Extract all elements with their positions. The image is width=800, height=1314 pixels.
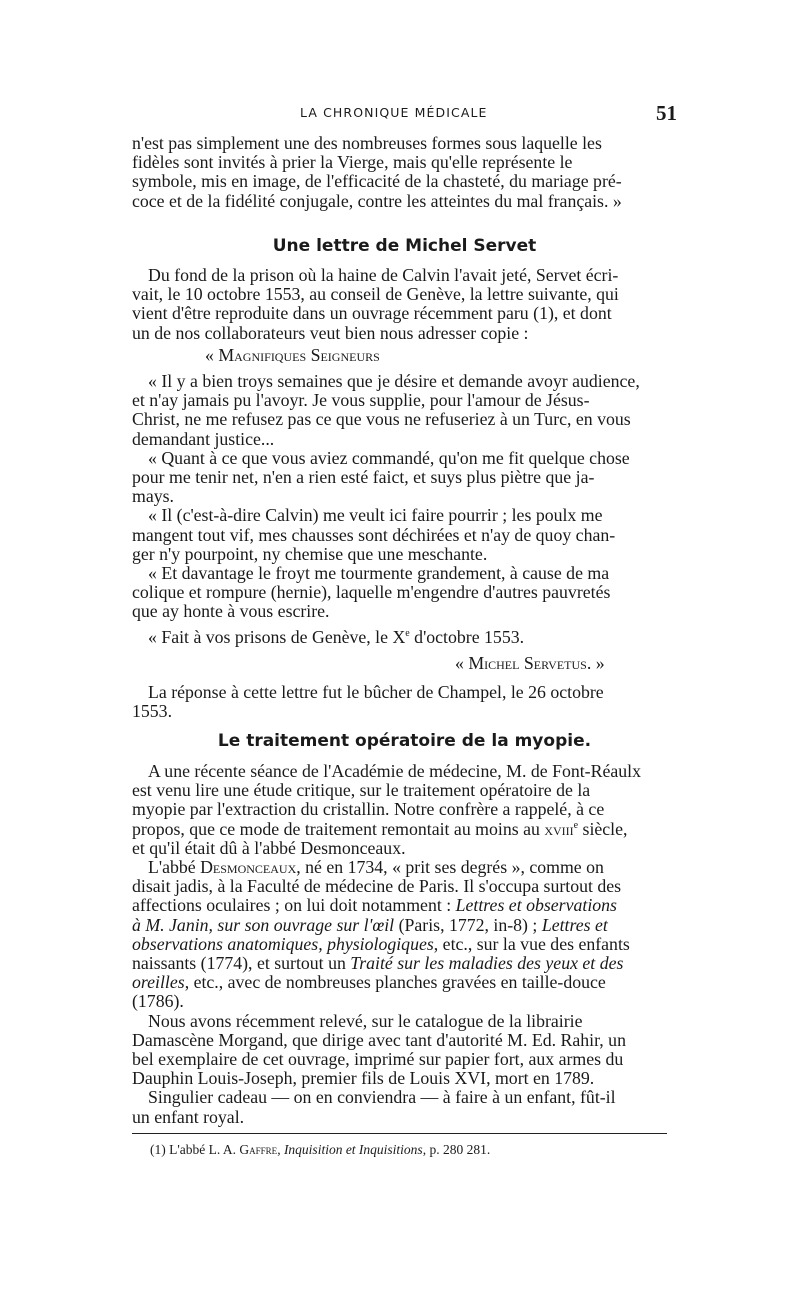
section-heading-servet: Une lettre de Michel Servet [272,236,537,256]
text-line: et qu'il était dû à l'abbé Desmonceaux. [132,837,406,858]
text-line: vait, le 10 octobre 1553, au conseil de Genève, la lettre suivante, qui [132,284,619,305]
text-line: ger n'y pourpoint, ny chemise que une meschante. [132,543,488,564]
text-line: vient d'être reproduite dans un ouvrage récemment paru (1), et dont [132,303,612,324]
text-line: que ay honte à vous escrire. [132,601,330,622]
salutation-wrap [205,346,675,365]
text-line: demandant justice... [132,428,275,449]
letter-signature: « Michel Servetus. » [455,653,605,673]
myopie-body [132,762,677,1127]
letter-date: « Fait à vos prisons de Genève, le Xe d'octobre 1553. [148,627,525,647]
text-line: bel exemplaire de cet ouvrage, imprimé sur papier fort, aux armes du [132,1049,624,1070]
text-line: Damascène Morgand, que dirige avec tant d'autorité M. Ed. Rahir, un [132,1029,626,1050]
text-line: n'est pas simplement une des nombreuses formes sous laquelle les [132,133,602,153]
text-line: Singulier cadeau — on en conviendra — à faire à un enfant, fût-il [148,1087,616,1108]
text-line: Christ, ne me refusez pas ce que vous ne refuseriez à un Turc, en vous [132,409,631,430]
text-line: mangent tout vif, mes chausses sont déchirées et n'ay de quoy chan- [132,524,616,545]
servet-letter [132,372,677,622]
text-line: naissants (1774), et surtout un Traité sur les maladies des yeux et des [132,953,624,974]
text-line: (1786). [132,991,184,1012]
text-line: « Il (c'est-à-dire Calvin) me veult ici faire pourrir ; les poulx me [148,505,603,526]
text-line: La réponse à cette lettre fut le bûcher de Champel, le 26 octobre [148,682,604,702]
text-line: affections oculaires ; on lui doit notamment : Lettres et observations [132,895,617,916]
text-line: « Et davantage le froyt me tourmente grandement, à cause de ma [148,563,610,584]
signature-wrap [455,654,675,673]
journal-title: LA CHRONIQUE MÉDICALE [300,105,488,120]
text-line: mays. [132,486,174,507]
text-line: coce et de la fidélité conjugale, contre les atteintes du mal français. » [132,190,622,211]
text-line: est venu lire une étude critique, sur le traitement opératoire de la [132,780,591,801]
text-line: fidèles sont invités à prier la Vierge, mais qu'elle représente le [132,152,573,173]
section-heading-myopie: Le traitement opératoire de la myopie. [217,731,592,751]
salutation: « Magnifiques Seigneurs [205,345,380,365]
text-line: L'abbé Desmonceaux, né en 1734, « prit ses degrés », comme on [148,857,604,878]
text-line: myopie par l'extraction du cristallin. Notre confrère a rappelé, à ce [132,799,605,820]
text-line: A une récente séance de l'Académie de médecine, M. de Font-Réaulx [148,761,641,781]
footnote-marker: (1) [150,1142,166,1157]
footnote-rule [132,1133,667,1134]
section-heading-myopie-wrap [132,731,677,751]
text-line: symbole, mis en image, de l'efficacité de la chasteté, du mariage pré- [132,171,622,192]
section-heading-servet-wrap [132,236,677,256]
page-number: 51 [656,101,677,125]
text-line: oreilles, etc., avec de nombreuses planches gravées en taille-douce [132,972,606,993]
text-line: un de nos collaborateurs veut bien nous adresser copie : [132,322,529,343]
text-line: « Il y a bien troys semaines que je désire et demande avoyr audience, [148,371,640,391]
running-head [132,101,677,127]
text-line: colique et rompure (hernie), laquelle m'engendre d'autres pauvretés [132,582,611,603]
reply-paragraph [132,683,677,721]
text-line: propos, que ce mode de traitement remontait au moins au xviii$^e$ siècle, [132,818,628,839]
servet-intro-paragraph [132,266,677,343]
text-line: Dauphin Louis-Joseph, premier fils de Louis XVI, mort en 1789. [132,1068,595,1089]
text-line: 1553. [132,701,173,722]
text-line: pour me tenir net, n'en a rien esté faict, et suys plus piètre que ja- [132,467,595,488]
text-line: Du fond de la prison où la haine de Calvin l'avait jeté, Servet écri- [148,265,619,285]
letter-date-wrap [132,628,677,647]
text-line: « Quant à ce que vous aviez commandé, qu'on me fit quelque chose [148,447,630,468]
text-line: à M. Janin, sur son ouvrage sur l'œil (Paris, 1772, in-8) ; Lettres et [132,914,608,935]
text-line: et n'ay jamais pu l'avoyr. Je vous supplie, pour l'amour de Jésus- [132,390,590,411]
text-line: un enfant royal. [132,1106,245,1127]
text-line: Nous avons récemment relevé, sur le catalogue de la librairie [148,1010,583,1031]
intro-paragraph [132,134,677,211]
text-line: observations anatomiques, physiologiques, etc., sur la vue des enfants [132,933,630,954]
text-line: disait jadis, à la Faculté de médecine de Paris. Il s'occupa surtout des [132,876,622,897]
footnote: (1) L'abbé L. A. Gaffre, Inquisition et Inquisitions, p. 280 281. [150,1142,491,1157]
